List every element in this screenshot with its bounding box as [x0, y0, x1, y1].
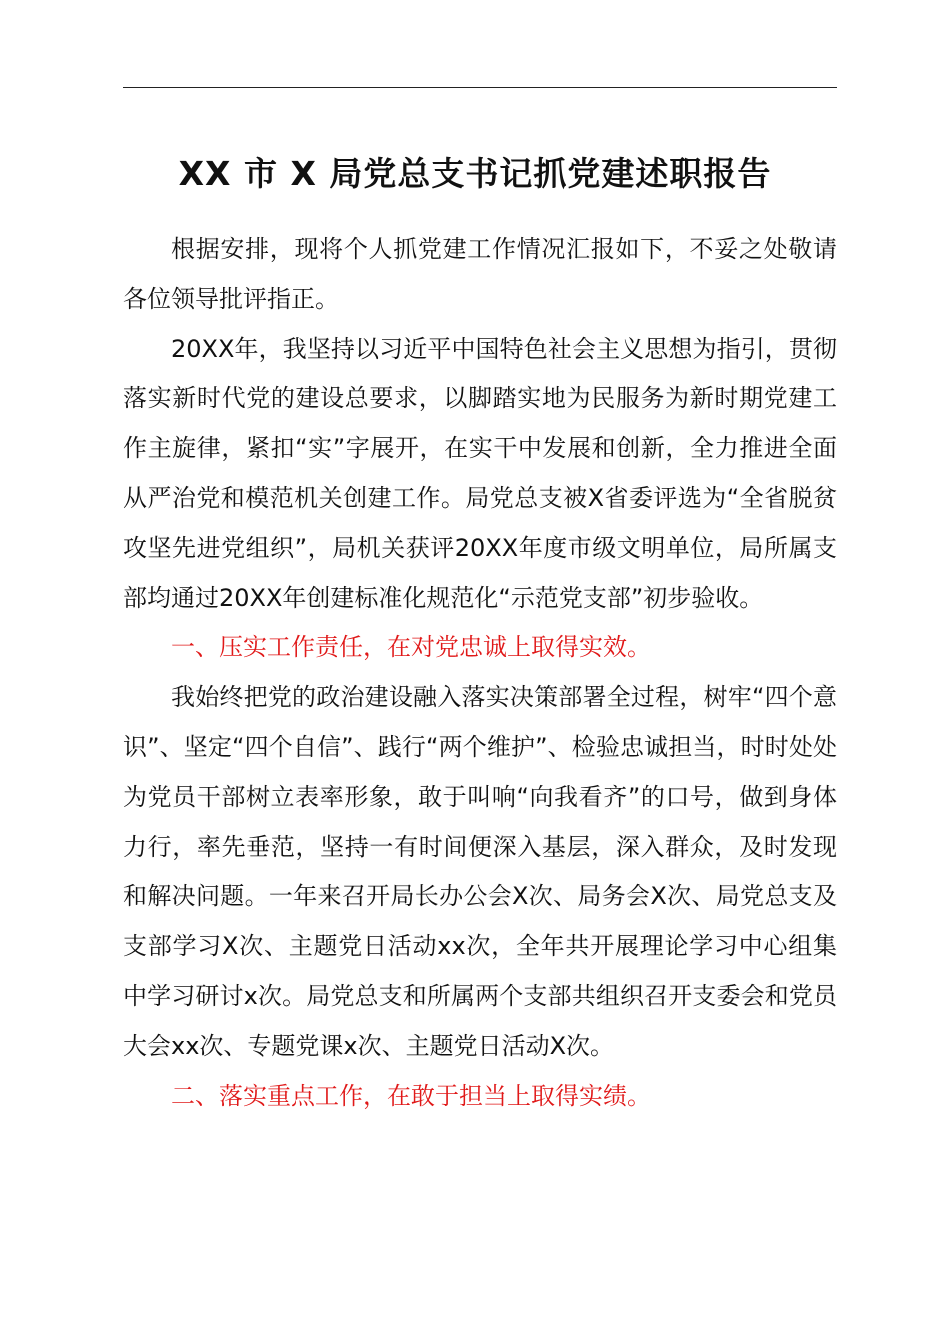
title-part: 局党总支书记抓党建述职报告 — [329, 154, 772, 193]
section-heading-2: 二、落实重点工作，在敢于担当上取得实绩。 — [171, 1081, 651, 1110]
section-1-paragraph: 我始终把党的政治建设融入落实决策部署全过程，树牢“四个意识”、坚定“四个自信”、践行“两个维护”、检验忠诚担当，时时处处为党员干部树立表率形象，敢于叫响“向我看齐”的口号，做到身体力行，率先垂范，坚持一有时间便深入基层，深入群众，及时发现和解决问题。一年来召开局长办公会X次、局务会X次、局党总支及支部学习X次、主题党日活动xx次，全年共开展理论学习中心组集中学习研讨x次。局党总支和所属两个支部共组织召开支委会和党员大会xx次、专题党课x次、主题党日活动X次。 — [123, 683, 837, 1060]
header-rule — [123, 87, 837, 88]
intro-paragraph: 根据安排，现将个人抓党建工作情况汇报如下，不妥之处敬请各位领导批评指正。 — [123, 235, 837, 313]
document-title — [0, 150, 950, 198]
summary-paragraph: 20XX年，我坚持以习近平中国特色社会主义思想为指引，贯彻落实新时代党的建设总要求，以脚踏实地为民服务为新时期党建工作主旋律，紧扣“实”字展开，在实干中发展和创新，全力推进全面从严治党和模范机关创建工作。局党总支被X省委评选为“全省脱贫攻坚先进党组织”，局机关获评20XX年度市级文明单位，局所属支部均通过20XX年创建标准化规范化“示范党支部”初步验收。 — [123, 334, 837, 612]
section-heading-1: 一、压实工作责任，在对党忠诚上取得实效。 — [171, 633, 651, 662]
title-part: 市 — [243, 154, 278, 193]
document-body — [123, 225, 837, 1121]
title-part: XX — [178, 154, 232, 193]
title-part: X — [290, 154, 317, 193]
